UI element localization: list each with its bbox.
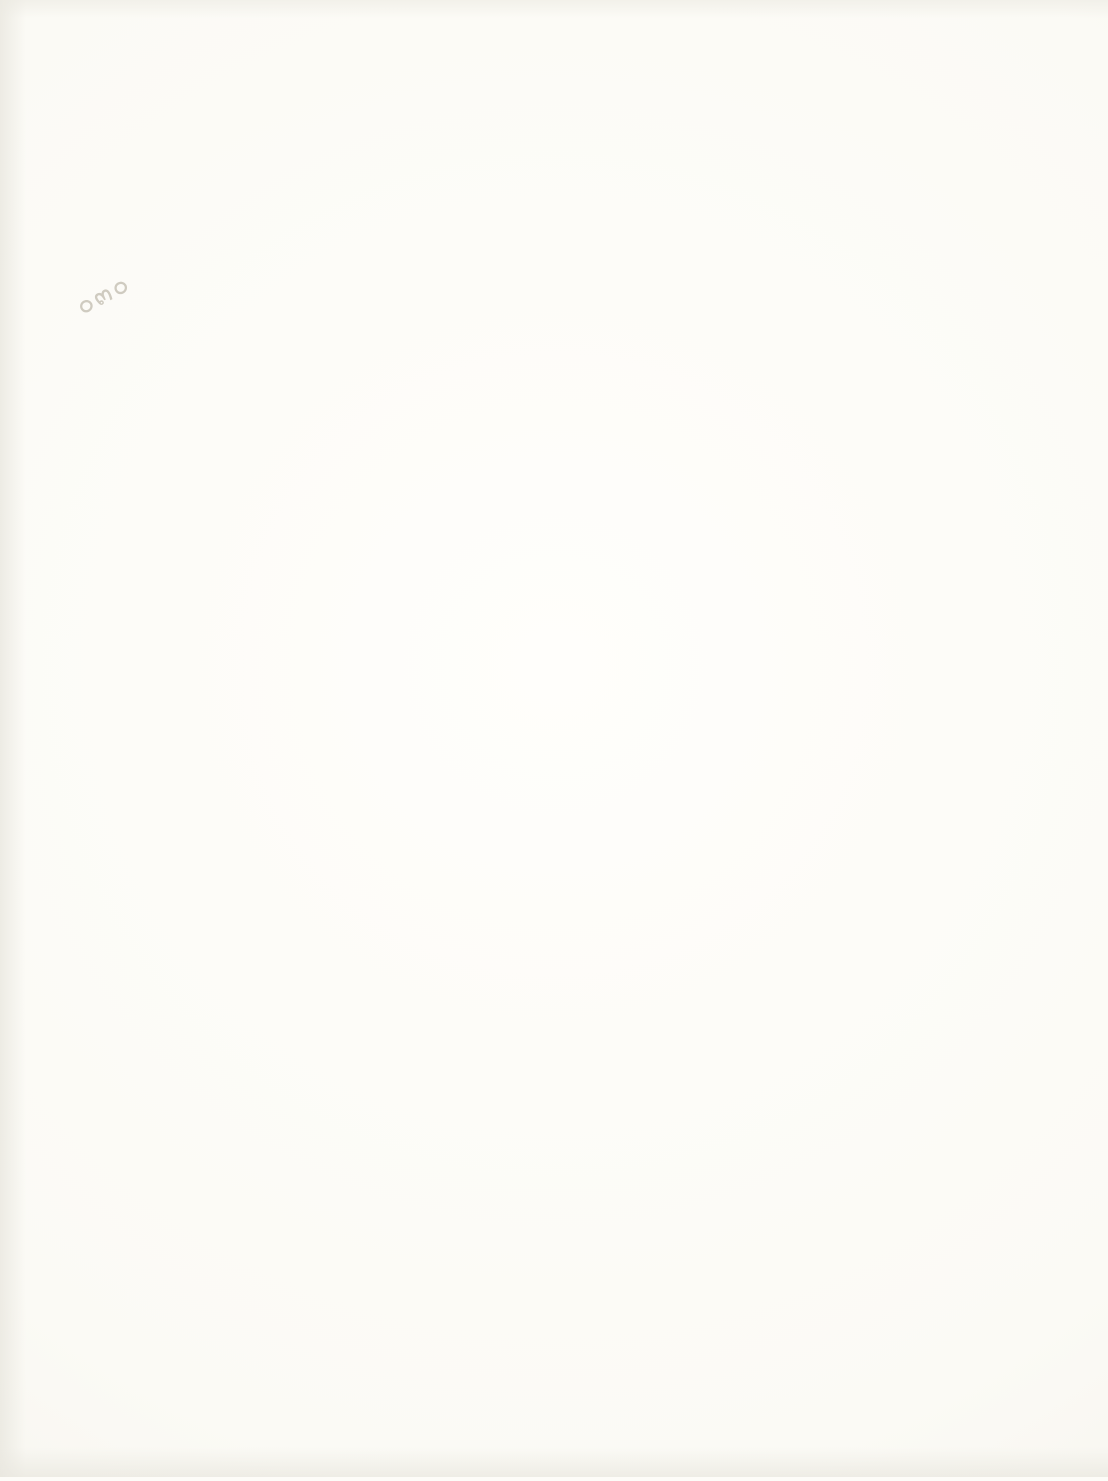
scan-edge-bottom <box>0 1447 1108 1477</box>
scan-edge-top <box>0 0 1108 18</box>
margin-stamp-number: ๐๓๐ <box>70 267 136 322</box>
scan-edge-left <box>0 0 26 1477</box>
